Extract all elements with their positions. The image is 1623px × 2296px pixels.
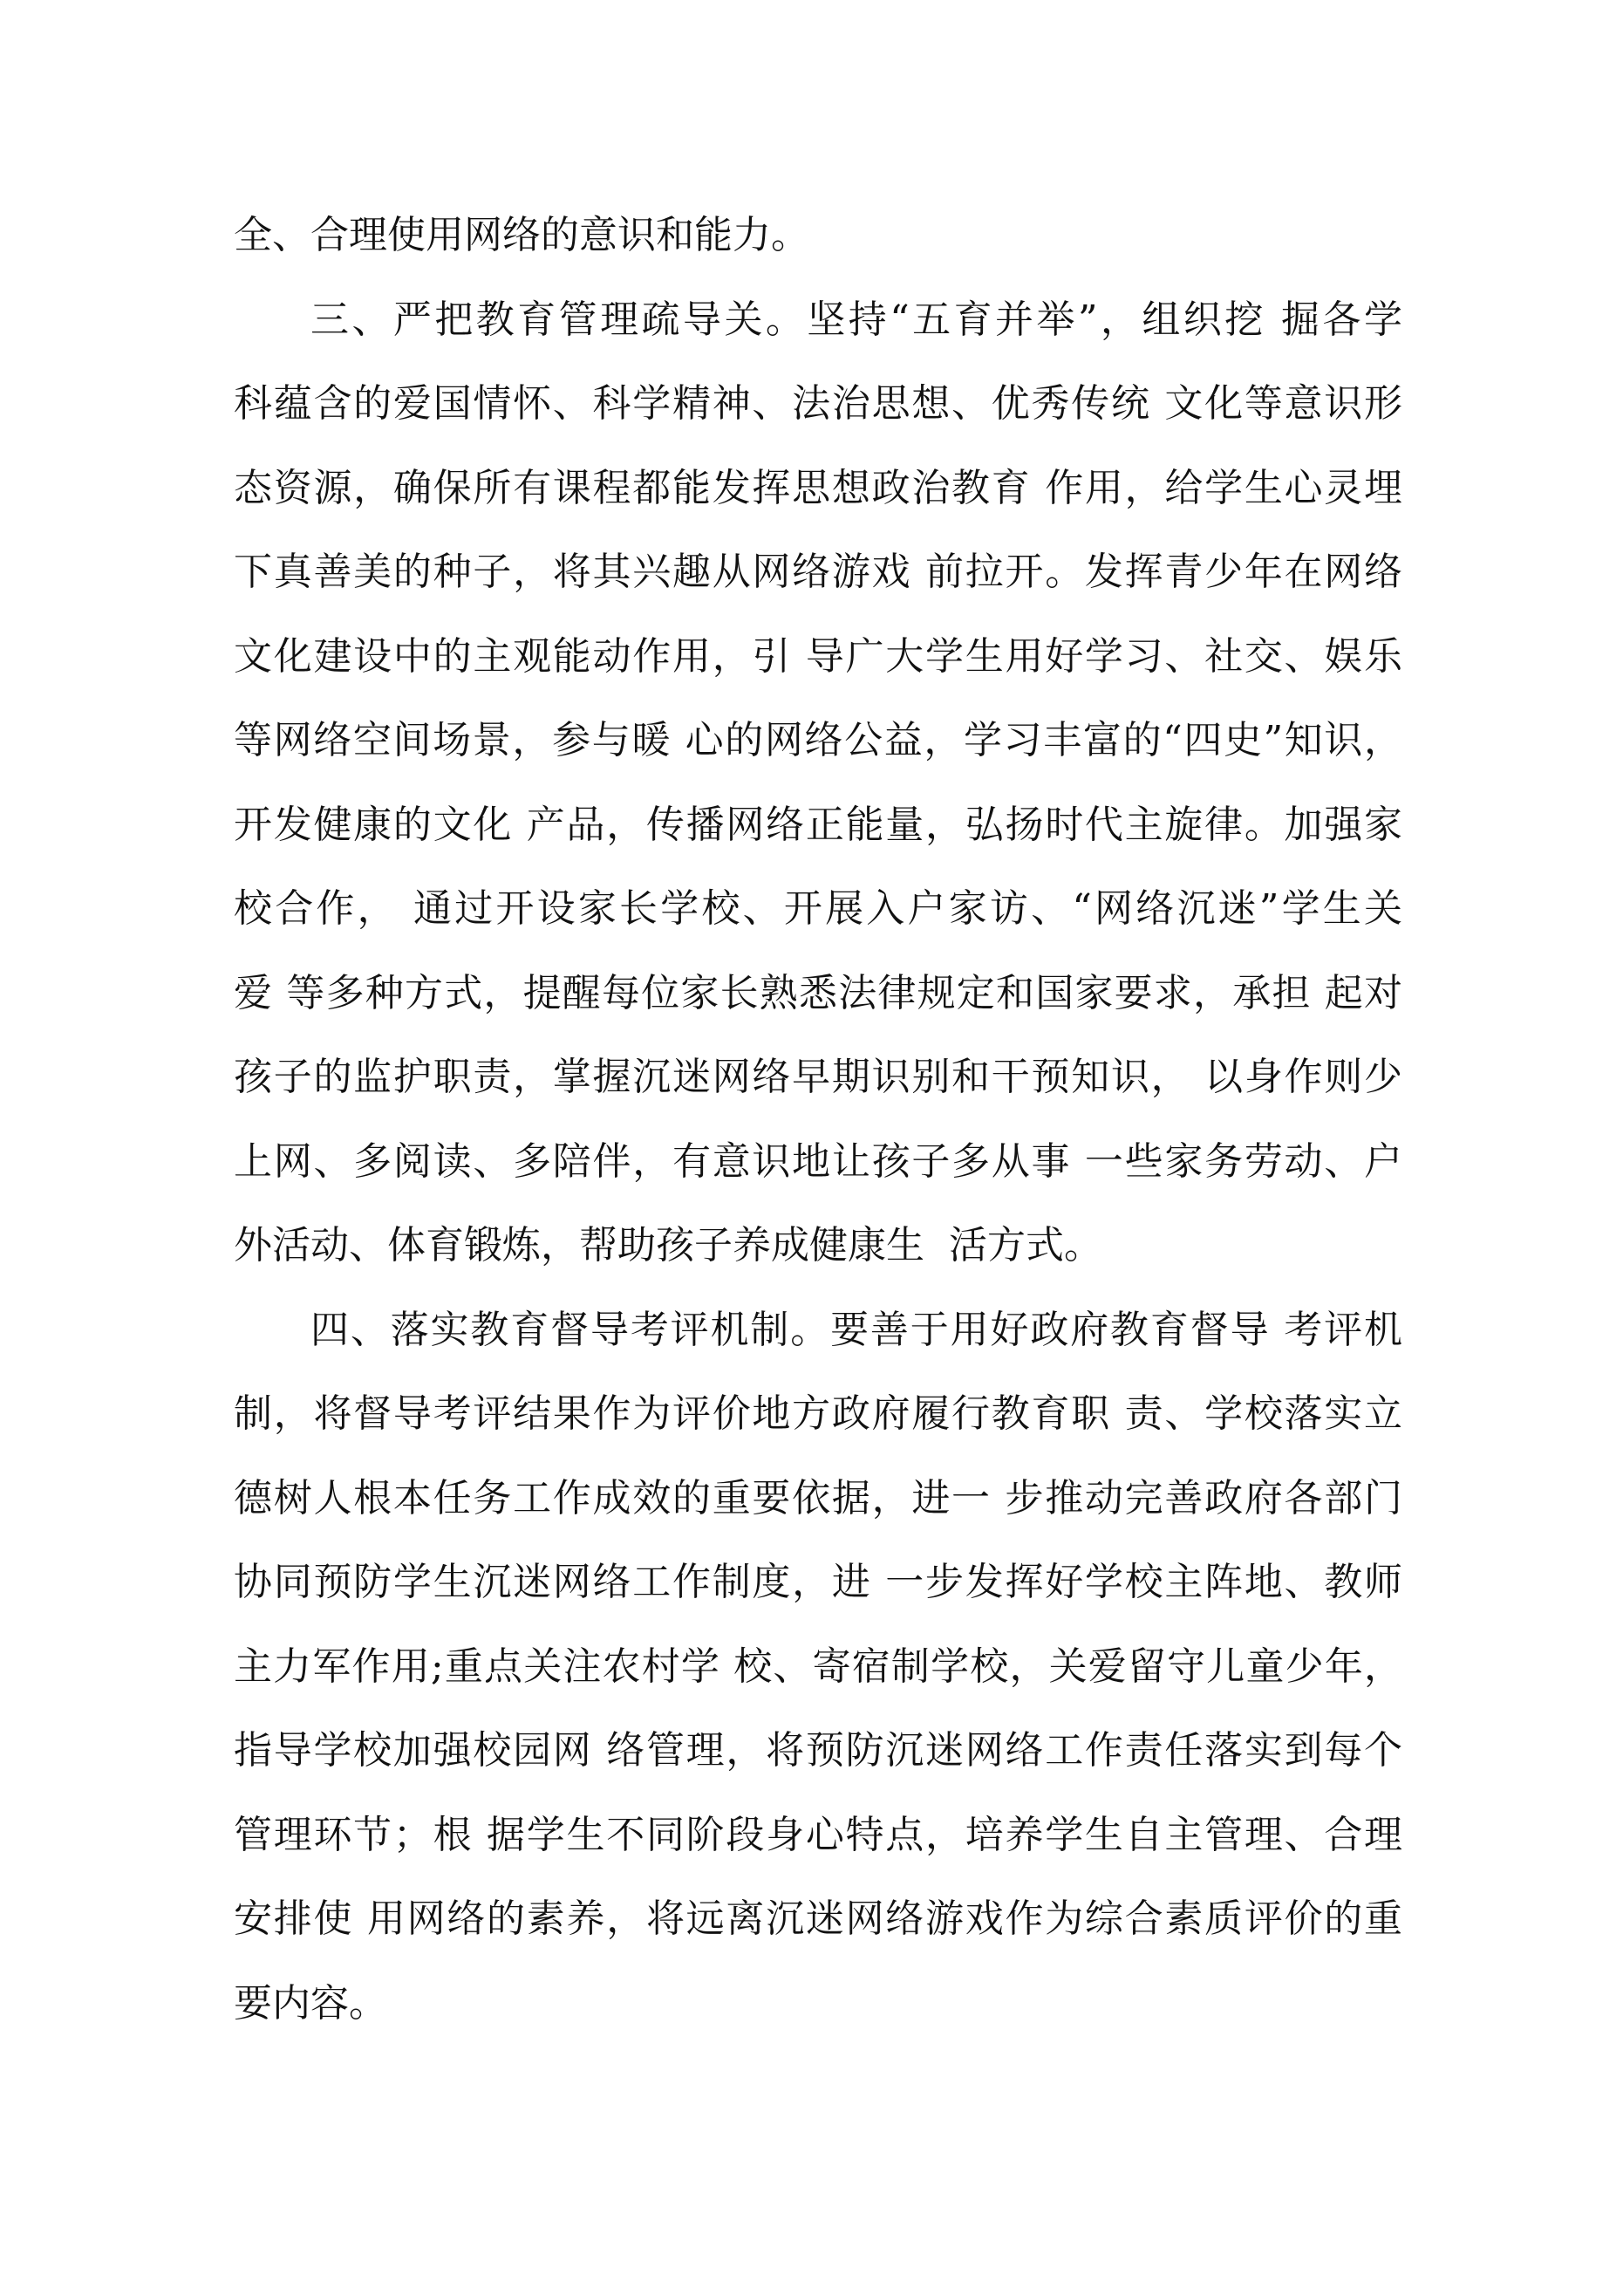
text-line: 校合作， 通过开设家长学校、开展入户家访、“网络沉迷”学生关: [234, 886, 1402, 931]
text-line: 安排使 用网络的素养，将远离沉迷网络游戏作为综合素质评价的重: [234, 1896, 1402, 1941]
text-line: 管理环节；根 据学生不同阶段身心特点，培养学生自主管理、合理: [234, 1812, 1402, 1857]
body-text: [234, 194, 1402, 2046]
text-line: 指导学校加强校园网 络管理，将预防沉迷网络工作责任落实到每个: [234, 1728, 1402, 1773]
text-line: 下真善美的种子，将其兴趣从网络游戏 前拉开。发挥青少年在网络: [234, 550, 1402, 594]
text-line: 四、落实教育督导考评机制。要善于用好政府教育督导 考评机: [310, 1307, 1402, 1352]
text-line: 全、合理使用网络的意识和能力。: [234, 213, 809, 257]
text-line: 孩子的监护职责，掌握沉迷网络早期识别和干预知识， 以身作则少: [234, 1055, 1402, 1099]
text-line: 外活动、体育锻炼，帮助孩子养成健康生 活方式。: [234, 1223, 1102, 1268]
text-line: 态资源，确保所有课程都能发挥思想政治教育 作用，给学生心灵埋: [234, 465, 1402, 510]
text-line: 三、严把教育管理疏导关。坚持“五育并举”，组织挖 掘各学: [310, 297, 1402, 342]
text-line: 文化建设中的主观能动作用，引 导广大学生用好学习、社交、娱乐: [234, 633, 1402, 679]
text-line: 协同预防学生沉迷网络工作制度，进 一步发挥好学校主阵地、教师: [234, 1560, 1402, 1604]
text-line: 要内容。: [234, 1980, 387, 2026]
text-line: 爱 等多种方式，提醒每位家长熟悉法律规定和国家要求，承担 起对: [234, 970, 1402, 1015]
text-line: 科蕴含的爱国情怀、科学精神、法治思想、优秀传统 文化等意识形: [234, 381, 1402, 426]
text-line: 上网、多阅读、多陪伴，有意识地让孩子多从事 一些家务劳动、户: [234, 1138, 1402, 1184]
text-line: 开发健康的文化 产品，传播网络正能量，弘扬时代主旋律。加强家: [234, 802, 1402, 847]
text-line: 主力军作用;重点关注农村学 校、寄宿制学校，关爱留守儿童少年，: [234, 1643, 1402, 1689]
text-line: 等网络空间场景，参与暖 心的网络公益，学习丰富的“四史”知识，: [234, 718, 1402, 762]
text-line: 制，将督导考评结果作为评价地方政府履行教育职 责、学校落实立: [234, 1391, 1402, 1436]
text-line: 德树人根本任务工作成效的重要依据，进一 步推动完善政府各部门: [234, 1475, 1402, 1520]
